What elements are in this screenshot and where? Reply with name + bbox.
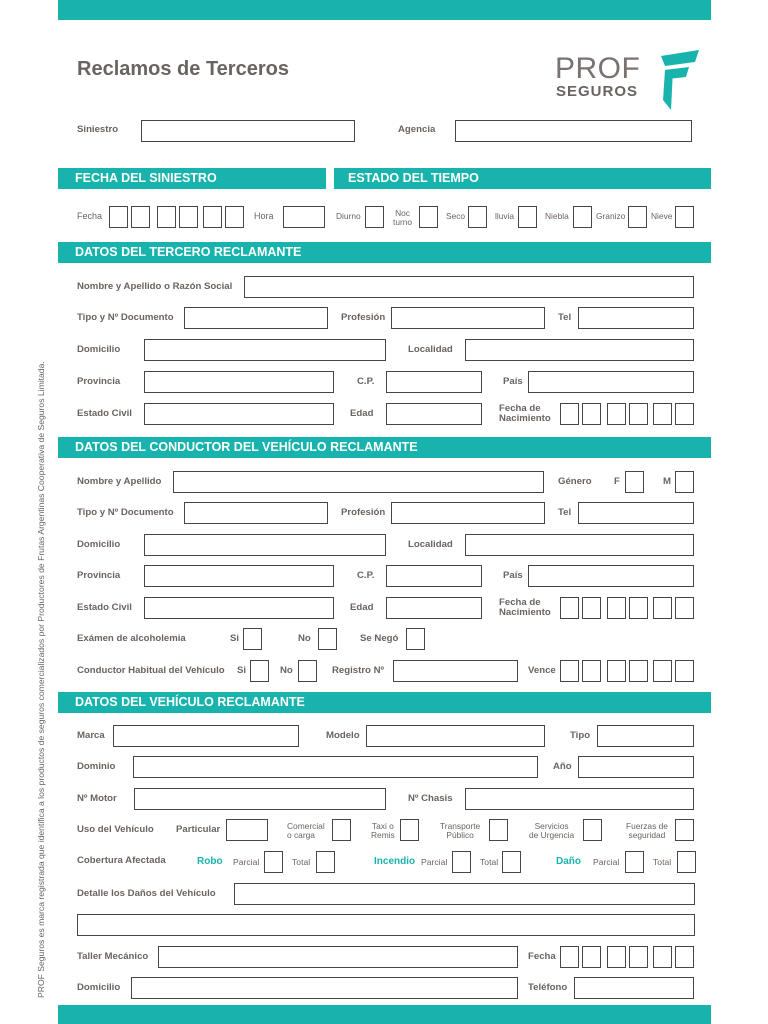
fecha-box-1[interactable]: [109, 206, 128, 228]
incendio-parcial-label: Parcial: [421, 857, 448, 867]
seco-checkbox[interactable]: [468, 206, 487, 228]
incendio-label: Incendio: [374, 856, 416, 867]
vence-box-3[interactable]: [607, 660, 626, 682]
marca-label: Marca: [77, 730, 105, 741]
section-vehiculo: DATOS DEL VEHÍCULO RECLAMANTE: [58, 692, 711, 713]
taller-field[interactable]: [158, 946, 518, 968]
conductor-fecha-nac-box-2[interactable]: [582, 597, 601, 619]
niebla-checkbox[interactable]: [573, 206, 592, 228]
tercero-profesion-field[interactable]: [391, 307, 545, 329]
modelo-label: Modelo: [326, 730, 360, 741]
tercero-tel-label: Tel: [558, 312, 572, 323]
uso-transporte-checkbox[interactable]: [489, 819, 508, 841]
tercero-fecha-nac-box-3[interactable]: [607, 403, 626, 425]
tercero-nombre-label: Nombre y Apellido o Razón Social: [77, 281, 233, 292]
vence-box-6[interactable]: [675, 660, 694, 682]
vence-label: Vence: [528, 665, 556, 676]
conductor-provincia-field[interactable]: [144, 565, 334, 587]
nocturno-label: Noc turno: [393, 208, 413, 227]
danio-parcial-checkbox[interactable]: [625, 851, 644, 873]
taller-fecha-box-4[interactable]: [629, 946, 648, 968]
modelo-field[interactable]: [366, 725, 545, 747]
lluvia-label: lluvia: [495, 211, 515, 221]
chasis-label: Nº Chasis: [408, 793, 453, 804]
tercero-estado-civil-label: Estado Civil: [77, 408, 132, 419]
dominio-label: Dominio: [77, 761, 116, 772]
anio-label: Año: [553, 761, 572, 772]
detalle-label: Detalle los Daños del Vehículo: [77, 888, 216, 899]
tercero-fecha-nac-box-2[interactable]: [582, 403, 601, 425]
granizo-label: Granizo: [596, 211, 626, 221]
tercero-edad-field[interactable]: [386, 403, 482, 425]
uso-servicios-label: Servicios de Urgencia: [529, 821, 575, 840]
tipo-field[interactable]: [597, 725, 694, 747]
conductor-nombre-label: Nombre y Apellido: [77, 476, 162, 487]
conductor-pais-label: País: [503, 570, 523, 581]
uso-taxi-label: Taxi o Remis: [371, 821, 395, 840]
conductor-tipo-doc-field[interactable]: [184, 502, 328, 524]
alcoholemia-no-label: No: [298, 633, 311, 644]
diurno-checkbox[interactable]: [365, 206, 384, 228]
conductor-tipo-doc-label: Tipo y Nº Documento: [77, 507, 174, 518]
robo-total-checkbox[interactable]: [316, 851, 335, 873]
tercero-localidad-label: Localidad: [408, 344, 453, 355]
taller-domicilio-field[interactable]: [131, 977, 518, 999]
granizo-checkbox[interactable]: [628, 206, 647, 228]
conductor-fecha-nac-box-1[interactable]: [560, 597, 579, 619]
nieve-label: Nieve: [651, 211, 673, 221]
bottom-band: [58, 1005, 711, 1024]
conductor-estado-civil-field[interactable]: [144, 597, 334, 619]
tercero-edad-label: Edad: [350, 408, 374, 419]
tercero-cp-label: C.P.: [357, 376, 375, 387]
logo-text-top: PROF: [555, 52, 641, 85]
uso-comercial-checkbox[interactable]: [332, 819, 351, 841]
uso-fuerzas-checkbox[interactable]: [675, 819, 694, 841]
conductor-nombre-field[interactable]: [173, 471, 544, 493]
tercero-fecha-nac-box-4[interactable]: [629, 403, 648, 425]
conductor-profesion-field[interactable]: [391, 502, 545, 524]
conductor-domicilio-field[interactable]: [144, 534, 386, 556]
seco-label: Seco: [446, 211, 466, 221]
tercero-fecha-nac-label: Fecha de Nacimiento: [499, 403, 551, 424]
alcoholemia-si-label: Si: [230, 633, 240, 644]
page-title: Reclamos de Terceros: [77, 58, 289, 80]
top-band: [58, 0, 711, 20]
vence-box-4[interactable]: [629, 660, 648, 682]
tercero-provincia-label: Provincia: [77, 376, 121, 387]
uso-particular-label: Particular: [176, 824, 221, 835]
tercero-tel-field[interactable]: [578, 307, 694, 329]
registro-label: Registro Nº: [332, 665, 385, 676]
fecha-box-4[interactable]: [179, 206, 198, 228]
conductor-estado-civil-label: Estado Civil: [77, 602, 132, 613]
fecha-label: Fecha: [77, 211, 103, 221]
taller-telefono-label: Teléfono: [528, 982, 568, 993]
conductor-localidad-label: Localidad: [408, 539, 453, 550]
vence-box-1[interactable]: [560, 660, 579, 682]
registro-field[interactable]: [393, 660, 518, 682]
habitual-no-checkbox[interactable]: [298, 660, 317, 682]
tercero-localidad-field[interactable]: [465, 339, 694, 361]
hora-field[interactable]: [283, 206, 325, 228]
cobertura-label: Cobertura Afectada: [77, 855, 166, 866]
conductor-genero-m-checkbox[interactable]: [675, 471, 694, 493]
detalle-field-1[interactable]: [234, 883, 695, 905]
fecha-box-3[interactable]: [157, 206, 176, 228]
robo-label: Robo: [197, 856, 223, 867]
incendio-parcial-checkbox[interactable]: [452, 851, 471, 873]
conductor-profesion-label: Profesión: [341, 507, 386, 518]
fecha-box-6[interactable]: [225, 206, 244, 228]
conductor-fecha-nac-box-6[interactable]: [675, 597, 694, 619]
conductor-fecha-nac-box-5[interactable]: [653, 597, 672, 619]
conductor-provincia-label: Provincia: [77, 570, 121, 581]
fecha-box-2[interactable]: [131, 206, 150, 228]
agencia-field[interactable]: [455, 120, 692, 142]
tercero-pais-label: País: [503, 376, 523, 387]
conductor-genero-m-label: M: [663, 476, 671, 487]
conductor-localidad-field[interactable]: [465, 534, 694, 556]
uso-fuerzas-label: Fuerzas de seguridad: [626, 821, 668, 840]
detalle-field-2[interactable]: [77, 914, 695, 936]
conductor-fecha-nac-box-3[interactable]: [607, 597, 626, 619]
lluvia-checkbox[interactable]: [518, 206, 537, 228]
chasis-field[interactable]: [465, 788, 694, 810]
conductor-domicilio-label: Domicilio: [77, 539, 121, 550]
dominio-field[interactable]: [133, 756, 538, 778]
conductor-genero-f-checkbox[interactable]: [625, 471, 644, 493]
robo-parcial-checkbox[interactable]: [264, 851, 283, 873]
tipo-label: Tipo: [570, 730, 591, 741]
alcoholemia-label: Exámen de alcoholemia: [77, 633, 186, 644]
conductor-fecha-nac-box-4[interactable]: [629, 597, 648, 619]
uso-label: Uso del Vehículo: [77, 824, 154, 835]
section-estado-tiempo: ESTADO DEL TIEMPO: [334, 168, 711, 189]
agencia-label: Agencia: [398, 124, 436, 135]
tercero-fecha-nac-box-1[interactable]: [560, 403, 579, 425]
conductor-fecha-nac-label: Fecha de Nacimiento: [499, 597, 551, 618]
fecha-box-5[interactable]: [203, 206, 222, 228]
prof-seguros-logo: [555, 46, 700, 110]
habitual-label: Conductor Habitual del Vehículo: [77, 665, 225, 676]
conductor-pais-field[interactable]: [528, 565, 694, 587]
conductor-genero-label: Género: [558, 476, 592, 487]
taller-fecha-box-6[interactable]: [675, 946, 694, 968]
danio-total-checkbox[interactable]: [677, 851, 696, 873]
side-legal-note: PROF Seguros es marca registrada que identifica a los productos de seguros comercializados por Productores de Frutas Argentinas Cooperativa de Seguros Limitada.: [36, 361, 46, 998]
taller-fecha-box-5[interactable]: [653, 946, 672, 968]
tercero-provincia-field[interactable]: [144, 371, 334, 393]
siniestro-field[interactable]: [141, 120, 355, 142]
alcoholemia-se-nego-checkbox[interactable]: [406, 628, 425, 650]
tercero-cp-field[interactable]: [386, 371, 482, 393]
section-conductor: DATOS DEL CONDUCTOR DEL VEHÍCULO RECLAMANTE: [58, 437, 711, 458]
niebla-label: Niebla: [545, 211, 569, 221]
vence-box-5[interactable]: [653, 660, 672, 682]
incendio-total-checkbox[interactable]: [502, 851, 521, 873]
section-fecha-siniestro: FECHA DEL SINIESTRO: [58, 168, 326, 189]
taller-fecha-box-2[interactable]: [582, 946, 601, 968]
habitual-si-checkbox[interactable]: [250, 660, 269, 682]
tercero-fecha-nac-box-6[interactable]: [675, 403, 694, 425]
vence-box-2[interactable]: [582, 660, 601, 682]
nieve-checkbox[interactable]: [675, 206, 694, 228]
uso-comercial-label: Comercial o carga: [287, 821, 325, 840]
robo-parcial-label: Parcial: [233, 857, 260, 867]
taller-telefono-field[interactable]: [574, 977, 694, 999]
tercero-pais-field[interactable]: [528, 371, 694, 393]
uso-transporte-label: Transporte Público: [440, 821, 481, 840]
tercero-profesion-label: Profesión: [341, 312, 386, 323]
conductor-genero-f-label: F: [614, 476, 620, 487]
tercero-nombre-field[interactable]: [244, 276, 694, 298]
motor-field[interactable]: [134, 788, 386, 810]
tercero-tipo-doc-field[interactable]: [184, 307, 328, 329]
marca-field[interactable]: [113, 725, 299, 747]
conductor-tel-label: Tel: [558, 507, 572, 518]
conductor-edad-label: Edad: [350, 602, 374, 613]
logo-text-bottom: SEGUROS: [556, 83, 639, 100]
conductor-tel-field[interactable]: [578, 502, 694, 524]
conductor-edad-field[interactable]: [386, 597, 482, 619]
anio-field[interactable]: [578, 756, 694, 778]
tercero-fecha-nac-box-5[interactable]: [653, 403, 672, 425]
tercero-estado-civil-field[interactable]: [144, 403, 334, 425]
taller-fecha-label: Fecha: [528, 951, 556, 962]
nocturno-checkbox[interactable]: [419, 206, 438, 228]
uso-servicios-checkbox[interactable]: [583, 819, 602, 841]
tercero-domicilio-field[interactable]: [144, 339, 386, 361]
section-tercero: DATOS DEL TERCERO RECLAMANTE: [58, 242, 711, 263]
diurno-label: Diurno: [336, 211, 361, 221]
taller-domicilio-label: Domicilio: [77, 982, 121, 993]
conductor-cp-field[interactable]: [386, 565, 482, 587]
uso-particular-checkbox[interactable]: [226, 819, 268, 841]
alcoholemia-si-checkbox[interactable]: [243, 628, 262, 650]
motor-label: Nº Motor: [77, 793, 117, 804]
tercero-tipo-doc-label: Tipo y Nº Documento: [77, 312, 174, 323]
taller-fecha-box-1[interactable]: [560, 946, 579, 968]
danio-label: Daño: [556, 856, 581, 867]
danio-total-label: Total: [653, 857, 672, 867]
logo-mark-icon: [659, 48, 701, 110]
conductor-cp-label: C.P.: [357, 570, 375, 581]
hora-label: Hora: [254, 211, 274, 221]
taller-label: Taller Mecánico: [77, 951, 149, 962]
taller-fecha-box-3[interactable]: [607, 946, 626, 968]
tercero-domicilio-label: Domicilio: [77, 344, 121, 355]
alcoholemia-no-checkbox[interactable]: [318, 628, 337, 650]
siniestro-label: Siniestro: [77, 124, 119, 135]
danio-parcial-label: Parcial: [593, 857, 620, 867]
robo-total-label: Total: [292, 857, 311, 867]
incendio-total-label: Total: [480, 857, 499, 867]
uso-taxi-checkbox[interactable]: [400, 819, 419, 841]
habitual-si-label: Si: [237, 665, 247, 676]
alcoholemia-se-nego-label: Se Negó: [360, 633, 399, 644]
habitual-no-label: No: [280, 665, 293, 676]
